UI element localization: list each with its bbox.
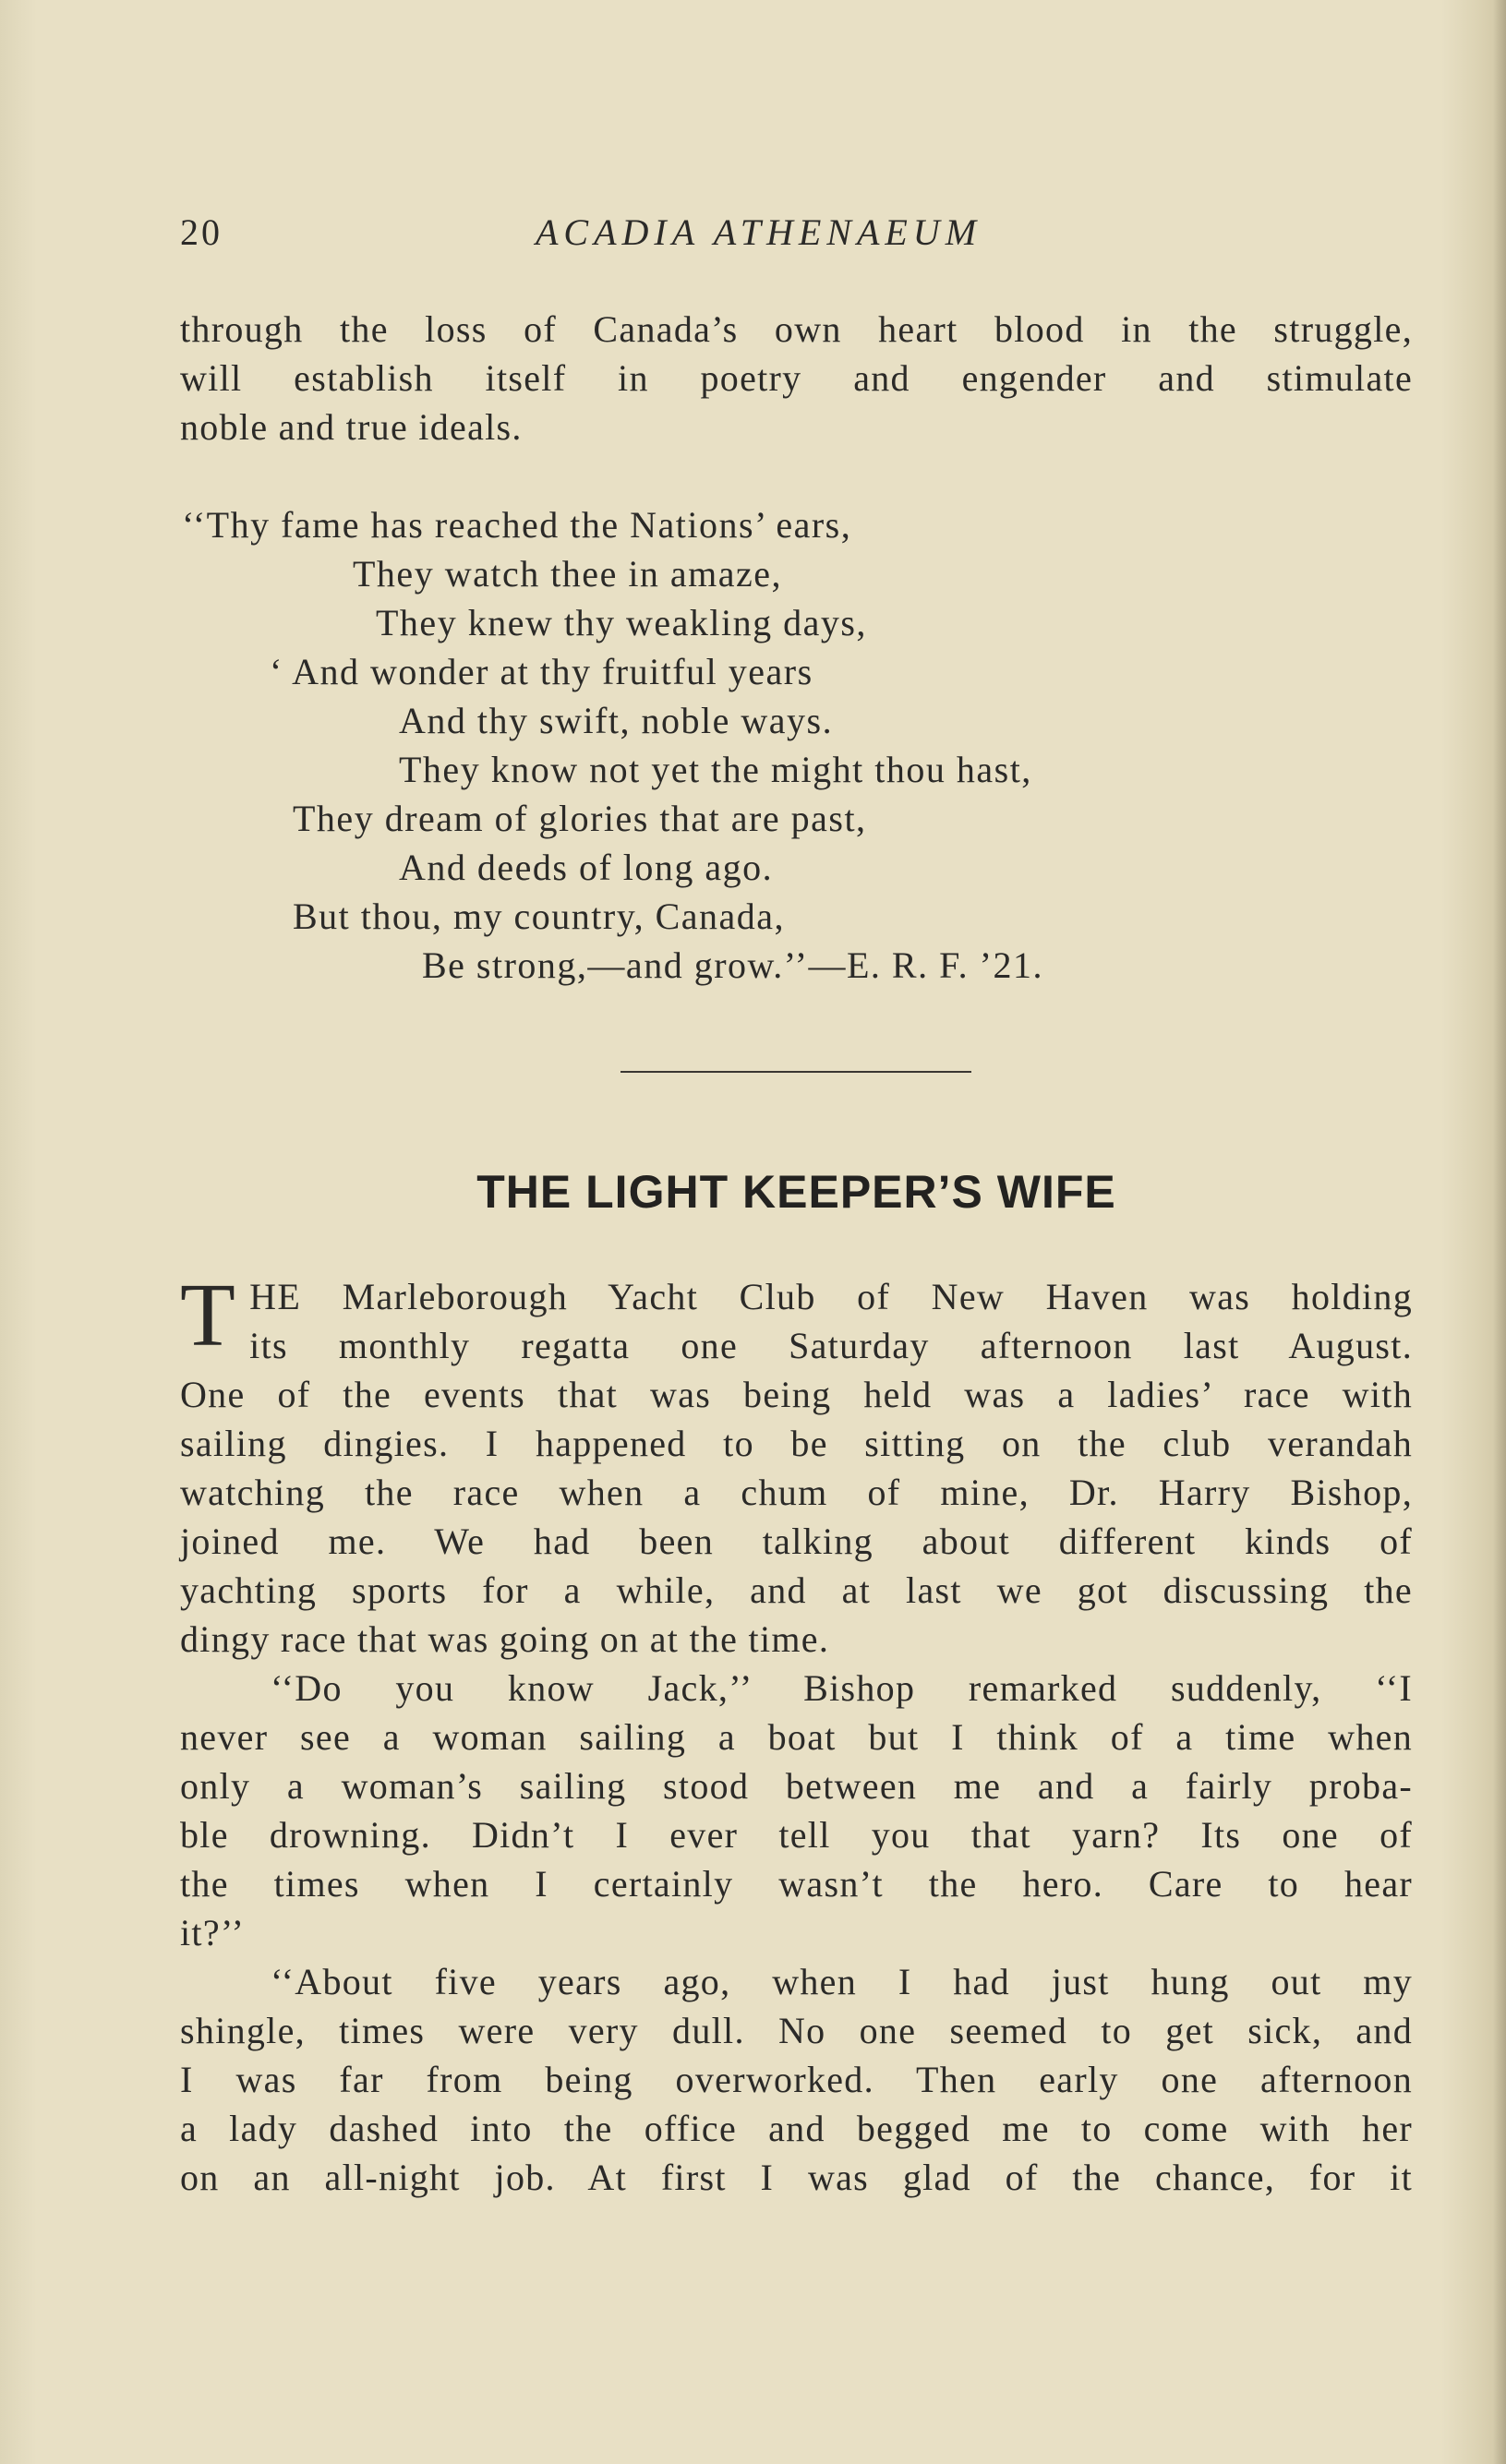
intro-paragraph xyxy=(180,305,1413,451)
running-head xyxy=(180,210,1408,257)
article-line: never see a woman sailing a boat but I think of a time when xyxy=(180,1716,1413,1758)
article-paragraph-1 xyxy=(180,1266,1413,1664)
intro-line: through the loss of Canada’s own heart blood in the struggle, xyxy=(180,308,1413,350)
article-line: on an all-night job. At first I was glad of the chance, for it xyxy=(180,2157,1413,2198)
poem-line: Be strong,—and grow.’’—E. R. F. ’21. xyxy=(422,944,1043,986)
article-line: yachting sports for a while, and at last we got discussing the xyxy=(180,1569,1413,1611)
article-paragraph-3 xyxy=(180,1957,1413,2202)
article-line: I was far from being overworked. Then early one afternoon xyxy=(180,2059,1413,2100)
page-number: 20 xyxy=(180,211,223,253)
article-line: the times when I certainly wasn’t the hero. Care to hear xyxy=(180,1863,1413,1905)
article-line: One of the events that was being held was a ladies’ race with xyxy=(180,1374,1413,1415)
article-line: a lady dashed into the office and begged me to come with her xyxy=(180,2108,1413,2149)
article-line: sailing dingies. I happened to be sitting on the club verandah xyxy=(180,1423,1413,1464)
article-line: it?’’ xyxy=(180,1912,246,1953)
poem xyxy=(180,500,1043,990)
article-body xyxy=(180,1266,1413,2202)
article-line: shingle, times were very dull. No one seemed to get sick, and xyxy=(180,2010,1413,2051)
poem-line: But thou, my country, Canada, xyxy=(293,895,786,937)
poem-line: They know not yet the might thou hast, xyxy=(399,749,1032,790)
section-divider xyxy=(620,1071,971,1073)
drop-cap: T xyxy=(180,1266,237,1365)
article-line: ble drowning. Didn’t I ever tell you that yarn? Its one of xyxy=(180,1814,1413,1856)
article-line: HE Marleborough Yacht Club of New Haven was holding xyxy=(249,1276,1413,1317)
poem-line: ‘‘Thy fame has reached the Nations’ ears, xyxy=(182,504,852,546)
article-paragraph-2 xyxy=(180,1664,1413,1957)
article-line: joined me. We had been talking about different kinds of xyxy=(180,1520,1413,1562)
article-line: only a woman’s sailing stood between me and a fairly proba- xyxy=(180,1765,1413,1807)
article-line: ‘‘Do you know Jack,’’ Bishop remarked suddenly, ‘‘I xyxy=(271,1667,1413,1709)
intro-line: will establish itself in poetry and engender and stimulate xyxy=(180,357,1413,399)
page-edge-shadow xyxy=(1493,0,1506,2464)
poem-line: ‘ And wonder at thy fruitful years xyxy=(270,651,813,692)
intro-line: noble and true ideals. xyxy=(180,406,523,448)
poem-line: They dream of glories that are past, xyxy=(293,798,867,839)
poem-line: And thy swift, noble ways. xyxy=(399,700,834,741)
journal-title: ACADIA ATHENAEUM xyxy=(536,211,982,253)
article-line: dingy race that was going on at the time. xyxy=(180,1618,830,1660)
article-line: ‘‘About five years ago, when I had just hung out my xyxy=(271,1961,1413,2002)
article-title: THE LIGHT KEEPER’S WIFE xyxy=(476,1166,1116,1218)
article-line: watching the race when a chum of mine, Dr. Harry Bishop, xyxy=(180,1472,1413,1513)
poem-line: They watch thee in amaze, xyxy=(353,553,783,595)
article-line: its monthly regatta one Saturday afternoon last August. xyxy=(249,1325,1413,1366)
poem-line: And deeds of long ago. xyxy=(399,847,774,888)
poem-line: They knew thy weakling days, xyxy=(376,602,867,643)
